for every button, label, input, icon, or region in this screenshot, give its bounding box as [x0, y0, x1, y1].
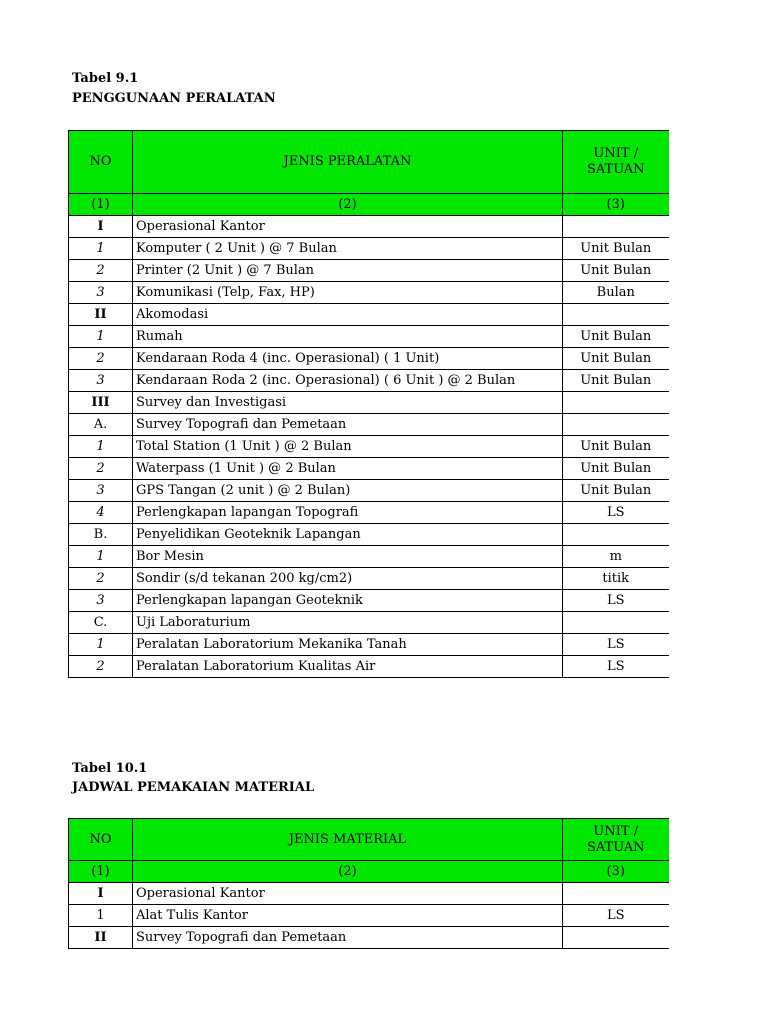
row-name: Operasional Kantor — [133, 216, 563, 238]
row-number: 3 — [69, 480, 133, 502]
table-row — [69, 927, 669, 949]
row-name: Peralatan Laboratorium Kualitas Air — [133, 656, 563, 678]
table-row — [69, 216, 669, 238]
table-row — [69, 883, 669, 905]
row-name: Survey Topografi dan Pemetaan — [133, 927, 563, 949]
table-row — [69, 590, 669, 612]
header-no: NO — [69, 131, 133, 194]
row-number: II — [69, 927, 133, 949]
row-name: Survey Topografi dan Pemetaan — [133, 414, 563, 436]
row-number: II — [69, 304, 133, 326]
row-number: 2 — [69, 458, 133, 480]
row-name: Total Station (1 Unit ) @ 2 Bulan — [133, 436, 563, 458]
row-number: I — [69, 883, 133, 905]
row-name: Komunikasi (Telp, Fax, HP) — [133, 282, 563, 304]
row-number: I — [69, 216, 133, 238]
row-number: III — [69, 392, 133, 414]
table-row — [69, 260, 669, 282]
row-number: 2 — [69, 260, 133, 282]
row-number: 4 — [69, 502, 133, 524]
row-unit: Unit Bulan — [563, 326, 669, 348]
material-table — [68, 818, 669, 949]
table-row — [69, 612, 669, 634]
header-unit: UNIT / SATUAN — [563, 819, 669, 861]
colnum-3: (3) — [563, 194, 669, 216]
row-name: Rumah — [133, 326, 563, 348]
header-no: NO — [69, 819, 133, 861]
table-row — [69, 480, 669, 502]
table-row — [69, 656, 669, 678]
row-unit: Bulan — [563, 282, 669, 304]
table-row — [69, 546, 669, 568]
row-unit: Unit Bulan — [563, 480, 669, 502]
table-row — [69, 905, 669, 927]
equipment-table — [68, 130, 669, 678]
row-name: Survey dan Investigasi — [133, 392, 563, 414]
row-unit: Unit Bulan — [563, 436, 669, 458]
row-name: Printer (2 Unit ) @ 7 Bulan — [133, 260, 563, 282]
header-unit: UNIT / SATUAN — [563, 131, 669, 194]
row-number: 3 — [69, 590, 133, 612]
header-jenis: JENIS MATERIAL — [133, 819, 563, 861]
row-name: Peralatan Laboratorium Mekanika Tanah — [133, 634, 563, 656]
colnum-1: (1) — [69, 861, 133, 883]
table-row — [69, 282, 669, 304]
row-unit: LS — [563, 634, 669, 656]
row-name: Waterpass (1 Unit ) @ 2 Bulan — [133, 458, 563, 480]
table-row — [69, 370, 669, 392]
row-unit: Unit Bulan — [563, 238, 669, 260]
table1-caption: Tabel 9.1 — [72, 71, 139, 86]
row-unit: titik — [563, 568, 669, 590]
table-row — [69, 348, 669, 370]
colnum-3: (3) — [563, 861, 669, 883]
row-number: 1 — [69, 905, 133, 927]
table-row — [69, 524, 669, 546]
row-name: Uji Laboraturium — [133, 612, 563, 634]
row-name: Penyelidikan Geoteknik Lapangan — [133, 524, 563, 546]
table-row — [69, 458, 669, 480]
table-row — [69, 304, 669, 326]
row-unit — [563, 524, 669, 546]
row-number: 2 — [69, 568, 133, 590]
row-number: A. — [69, 414, 133, 436]
row-unit — [563, 927, 669, 949]
row-number: 1 — [69, 436, 133, 458]
table-row — [69, 502, 669, 524]
row-unit — [563, 414, 669, 436]
row-name: Akomodasi — [133, 304, 563, 326]
table-row — [69, 568, 669, 590]
table-row — [69, 238, 669, 260]
row-number: 1 — [69, 546, 133, 568]
row-name: GPS Tangan (2 unit ) @ 2 Bulan) — [133, 480, 563, 502]
row-number: 2 — [69, 656, 133, 678]
row-unit — [563, 392, 669, 414]
row-number: 2 — [69, 348, 133, 370]
row-name: Bor Mesin — [133, 546, 563, 568]
row-unit: m — [563, 546, 669, 568]
table-row — [69, 326, 669, 348]
row-unit — [563, 216, 669, 238]
row-name: Alat Tulis Kantor — [133, 905, 563, 927]
row-unit: Unit Bulan — [563, 458, 669, 480]
row-name: Operasional Kantor — [133, 883, 563, 905]
colnum-2: (2) — [133, 194, 563, 216]
row-number: C. — [69, 612, 133, 634]
row-unit: LS — [563, 590, 669, 612]
row-unit — [563, 612, 669, 634]
row-unit: LS — [563, 502, 669, 524]
row-unit — [563, 883, 669, 905]
table2-title: JADWAL PEMAKAIAN MATERIAL — [72, 780, 315, 795]
row-number: B. — [69, 524, 133, 546]
table-row — [69, 392, 669, 414]
row-unit: LS — [563, 656, 669, 678]
row-name: Kendaraan Roda 4 (inc. Operasional) ( 1 Unit) — [133, 348, 563, 370]
table-row — [69, 634, 669, 656]
row-name: Perlengkapan lapangan Geoteknik — [133, 590, 563, 612]
header-jenis: JENIS PERALATAN — [133, 131, 563, 194]
table2-caption: Tabel 10.1 — [72, 761, 148, 776]
row-number: 1 — [69, 238, 133, 260]
row-unit: Unit Bulan — [563, 370, 669, 392]
row-name: Perlengkapan lapangan Topografi — [133, 502, 563, 524]
row-number: 3 — [69, 370, 133, 392]
row-number: 3 — [69, 282, 133, 304]
row-name: Kendaraan Roda 2 (inc. Operasional) ( 6 Unit ) @ 2 Bulan — [133, 370, 563, 392]
colnum-2: (2) — [133, 861, 563, 883]
row-number: 1 — [69, 634, 133, 656]
row-name: Sondir (s/d tekanan 200 kg/cm2) — [133, 568, 563, 590]
table-row — [69, 414, 669, 436]
row-name: Komputer ( 2 Unit ) @ 7 Bulan — [133, 238, 563, 260]
row-unit: Unit Bulan — [563, 260, 669, 282]
table-row — [69, 436, 669, 458]
row-unit: LS — [563, 905, 669, 927]
colnum-1: (1) — [69, 194, 133, 216]
row-number: 1 — [69, 326, 133, 348]
row-unit: Unit Bulan — [563, 348, 669, 370]
table1-title: PENGGUNAAN PERALATAN — [72, 91, 276, 106]
row-unit — [563, 304, 669, 326]
